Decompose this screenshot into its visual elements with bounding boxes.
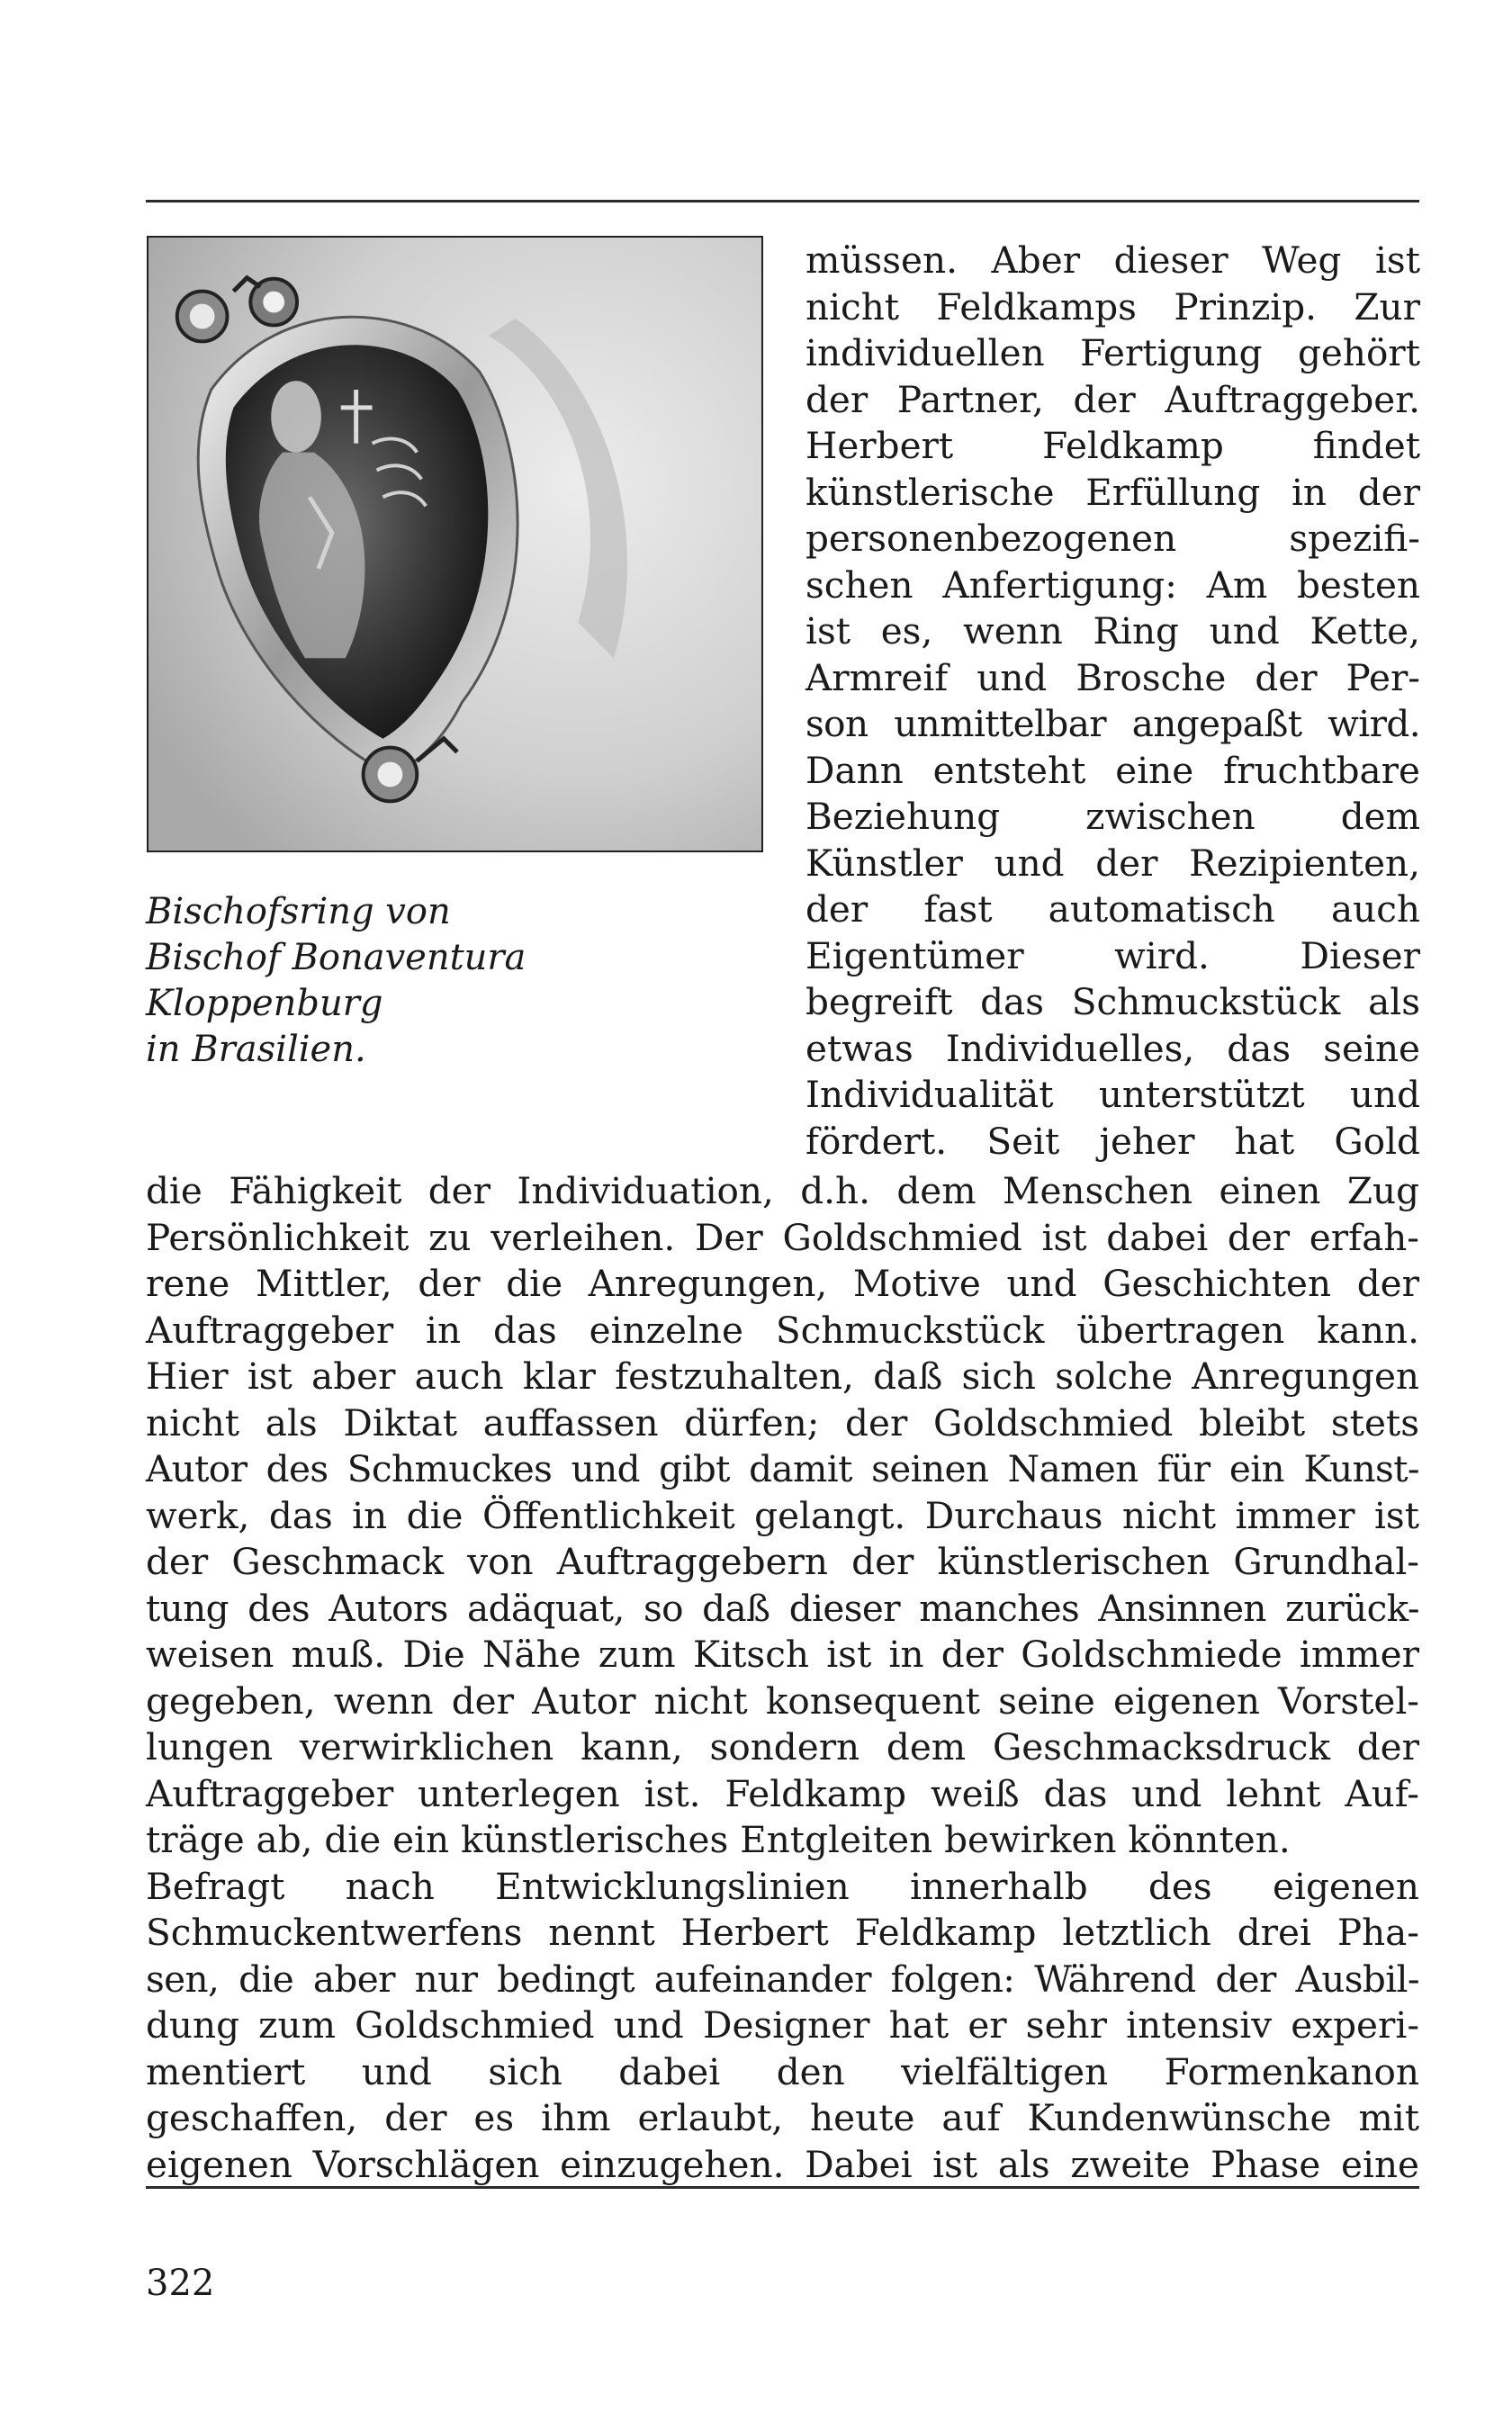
text-line: Beziehung zwischen dem <box>806 795 1420 838</box>
text-line: nicht Feldkamps Prinzip. Zur <box>806 284 1420 328</box>
full-width-text <box>146 1168 1419 2188</box>
text-line: geschaffen, der es ihm erlaubt, heute auf Kundenwünsche mit <box>146 2096 1419 2139</box>
text-line: künstlerische Erfüllung in der <box>806 470 1420 514</box>
text-line: Eigentümer wird. Dieser <box>806 933 1420 977</box>
top-rule <box>146 200 1419 202</box>
text-line: werk, das in die Öffentlichkeit gelangt. Durchaus nicht immer ist <box>146 1493 1419 1537</box>
text-line: Armreif und Brosche der Per- <box>806 655 1420 699</box>
text-line: gegeben, wenn der Autor nicht konsequent seine eigenen Vorstel- <box>146 1678 1419 1723</box>
text-line: Auftraggeber in das einzelne Schmuckstück übertragen kann. <box>146 1308 1419 1352</box>
bottom-rule <box>146 2186 1419 2189</box>
text-line: Persönlichkeit zu verleihen. Der Goldschmied ist dabei der erfah- <box>146 1215 1419 1259</box>
text-line: Herbert Feldkamp findet <box>806 424 1420 467</box>
text-line: der fast automatisch auch <box>806 887 1420 931</box>
text-line: ist es, wenn Ring und Kette, <box>806 609 1420 652</box>
text-line: Dann entsteht eine fruchtbare <box>806 748 1420 792</box>
caption-line: Kloppenburg <box>146 983 383 1024</box>
ring-illustration <box>148 238 761 850</box>
text-line: personenbezogenen spezifi- <box>806 517 1420 560</box>
text-line: die Fähigkeit der Individuation, d.h. dem Menschen einen Zug <box>146 1169 1419 1212</box>
text-line: Künstler und der Rezipienten, <box>806 841 1420 885</box>
text-line: sen, die aber nur bedingt aufeinander folgen: Während der Ausbil- <box>146 1957 1419 2001</box>
page-number: 322 <box>146 2263 215 2304</box>
right-column-text <box>806 238 1420 1165</box>
caption-line: Bischof Bonaventura <box>146 937 526 978</box>
text-line: Autor des Schmuckes und gibt damit seinen Namen für ein Kunst- <box>146 1447 1419 1490</box>
caption-line: in Brasilien. <box>146 1029 366 1070</box>
text-line: Befragt nach Entwicklungslinien innerhalb des eigenen <box>146 1864 1419 1908</box>
text-line: eigenen Vorschlägen einzugehen. Dabei ist als zweite Phase eine <box>146 2142 1419 2186</box>
text-line: individuellen Fertigung gehört <box>806 331 1420 374</box>
caption-line: Bischofsring von <box>146 891 451 932</box>
text-line: der Partner, der Auftraggeber. <box>806 377 1420 421</box>
text-line: Individualität unterstützt und <box>806 1073 1420 1116</box>
text-line: begreift das Schmuckstück als <box>806 980 1420 1023</box>
text-line: schen Anfertigung: Am besten <box>806 562 1420 607</box>
text-line: weisen muß. Die Nähe zum Kitsch ist in der Goldschmiede immer <box>146 1633 1419 1676</box>
text-line: Hier ist aber auch klar festzuhalten, daß sich solche Anregungen <box>146 1354 1419 1398</box>
text-line: Auftraggeber unterlegen ist. Feldkamp weiß das und lehnt Auf- <box>146 1771 1419 1815</box>
text-line: lungen verwirklichen kann, sondern dem Geschmacksdruck der <box>146 1725 1419 1768</box>
figure-caption <box>146 889 740 1073</box>
ring-photo <box>147 236 763 852</box>
text-line: fördert. Seit jeher hat Gold <box>806 1119 1420 1163</box>
text-line: träge ab, die ein künstlerisches Entgleiten bewirken könnten. <box>146 1818 1291 1861</box>
text-line: son unmittelbar angepaßt wird. <box>806 702 1420 745</box>
text-line: dung zum Goldschmied und Designer hat er sehr intensiv experi- <box>146 2003 1419 2047</box>
text-line: nicht als Diktat auffassen dürfen; der Goldschmied bleibt stets <box>146 1400 1419 1444</box>
text-line: der Geschmack von Auftraggebern der künstlerischen Grundhal- <box>146 1540 1419 1583</box>
text-line: müssen. Aber dieser Weg ist <box>806 238 1420 282</box>
text-line: Schmuckentwerfens nennt Herbert Feldkamp letztlich drei Pha- <box>146 1911 1419 1954</box>
text-line: etwas Individuelles, das seine <box>806 1026 1420 1070</box>
text-line: rene Mittler, der die Anregungen, Motive und Geschichten der <box>146 1262 1419 1305</box>
text-line: mentiert und sich dabei den vielfältigen Formenkanon <box>146 2049 1419 2093</box>
text-line: tung des Autors adäquat, so daß dieser manches Ansinnen zurück- <box>146 1586 1419 1630</box>
